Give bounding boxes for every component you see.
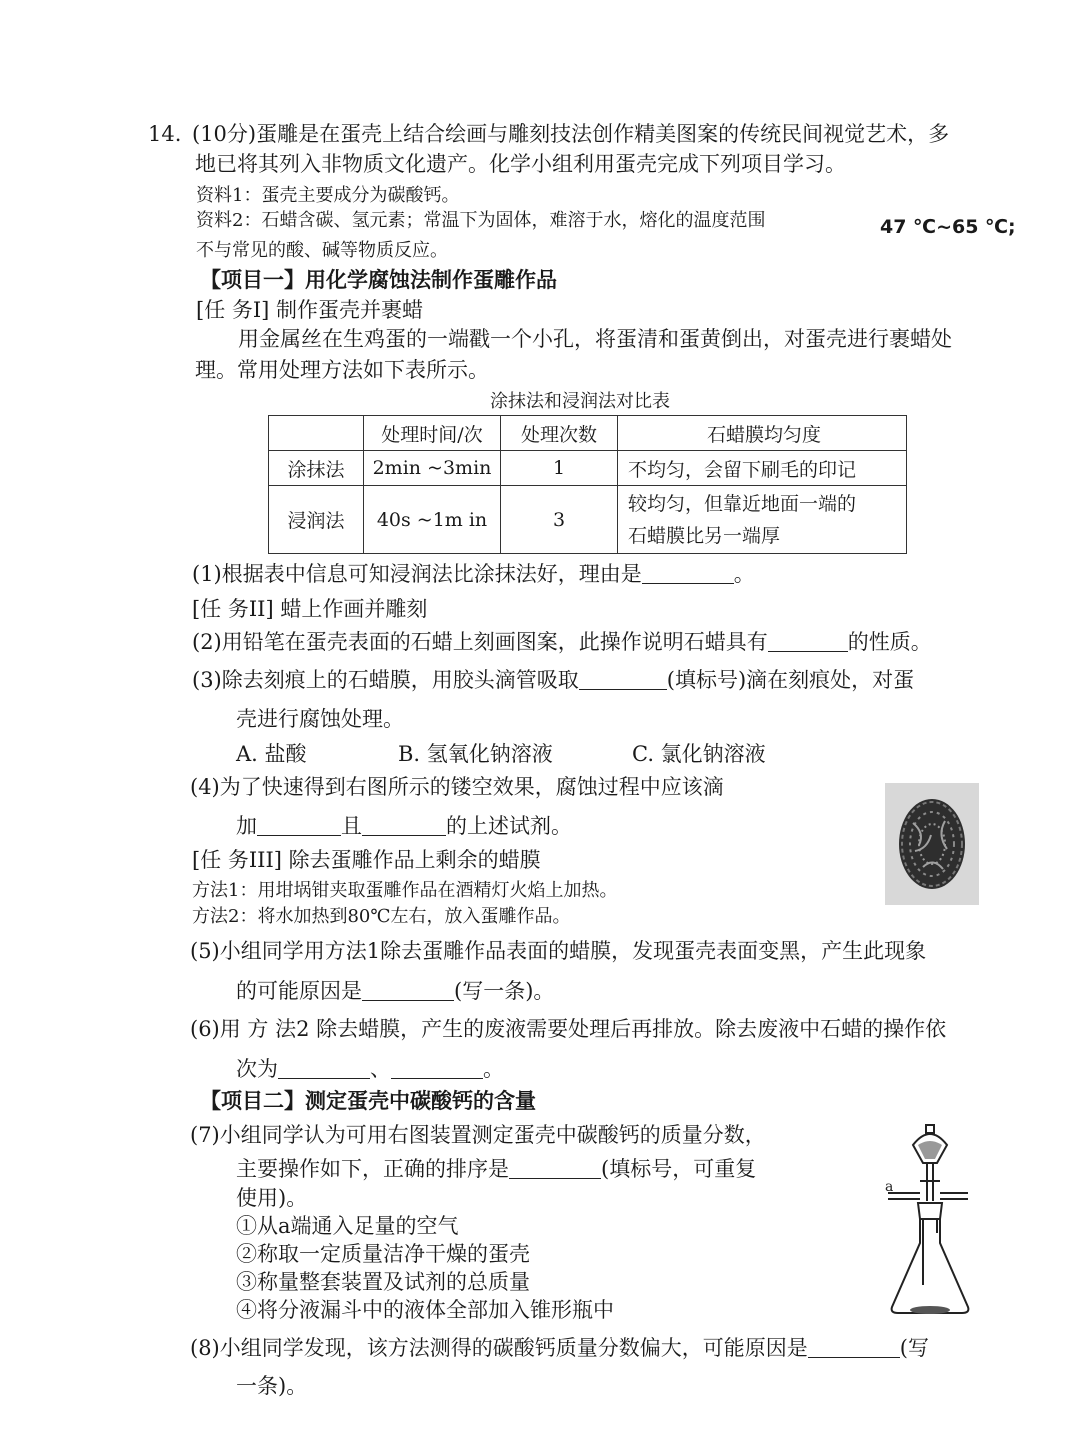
question-3 (192, 666, 914, 694)
project-1-heading: 【项目一】用化学腐蚀法制作蛋雕作品 (200, 267, 557, 292)
table-header-cell (269, 416, 364, 451)
question-5: (5)小组同学用方法1除去蛋雕作品表面的蜡膜，发现蛋壳表面变黑，产生此现象 (190, 939, 927, 963)
table-title: 涂抹法和浸润法对比表 (490, 391, 670, 412)
question-5-cont (236, 977, 554, 1005)
question-2 (192, 628, 932, 656)
question-6-text: 、 (370, 1057, 391, 1081)
question-1 (192, 560, 755, 588)
table-row (269, 486, 907, 554)
table-header-cell: 石蜡膜均匀度 (618, 416, 907, 451)
question-7-cont-2: 使用)。 (236, 1186, 308, 1210)
answer-blank[interactable] (642, 563, 734, 584)
question-3-mid: (填标号)滴在刻痕处，对蛋 (666, 668, 915, 692)
step-2: ②称取一定质量洁净干燥的蛋壳 (236, 1242, 530, 1266)
question-6-text: 次为 (236, 1057, 278, 1081)
reference-2-temperature: 47 ℃~65 ℃; (880, 216, 1016, 238)
answer-blank[interactable] (362, 980, 454, 1001)
option-c: C. 氯化钠溶液 (632, 742, 766, 766)
table-cell-time: 40s ~1m in (364, 486, 501, 554)
question-8-cont: 一条)。 (236, 1374, 308, 1398)
question-4: (4)为了快速得到右图所示的镂空效果，腐蚀过程中应该滴 (190, 775, 724, 799)
question-3-text: (3)除去刻痕上的石蜡膜，用胶头滴管吸取 (192, 668, 579, 692)
option-b: B. 氢氧化钠溶液 (398, 742, 553, 766)
step-4: ④将分液漏斗中的液体全部加入锥形瓶中 (236, 1298, 614, 1322)
table-header-cell: 处理次数 (501, 416, 618, 451)
intro-line-1: (10分)蛋雕是在蛋壳上结合绘画与雕刻技法创作精美图案的传统民间视觉艺术，多 (192, 122, 950, 146)
answer-blank[interactable] (391, 1058, 483, 1079)
table-cell-count: 3 (501, 486, 618, 554)
question-7-text: 主要操作如下，正确的排序是 (236, 1157, 509, 1181)
step-1: ①从a端通入足量的空气 (236, 1214, 459, 1238)
table-row (269, 451, 907, 486)
question-7: (7)小组同学认为可用右图装置测定蛋壳中碳酸钙的质量分数， (190, 1123, 766, 1147)
question-4-text: 且 (341, 814, 362, 838)
answer-blank[interactable] (808, 1337, 900, 1358)
question-6-cont (236, 1055, 504, 1083)
apparatus-diagram (880, 1115, 980, 1320)
intro-line-2: 地已将其列入非物质文化遗产。化学小组利用蛋壳完成下列项目学习。 (195, 152, 846, 176)
question-5-text: 的可能原因是 (236, 979, 362, 1003)
question-5-end: (写一条)。 (454, 979, 555, 1003)
question-8-text: (8)小组同学发现，该方法测得的碳酸钙质量分数偏大，可能原因是 (190, 1336, 808, 1360)
project-2-heading: 【项目二】测定蛋壳中碳酸钙的含量 (200, 1088, 536, 1113)
question-3-cont: 壳进行腐蚀处理。 (236, 707, 404, 731)
question-4-text: 的上述试剂。 (446, 814, 572, 838)
table-cell-uniformity (618, 451, 907, 486)
question-4-text: 加 (236, 814, 257, 838)
task-1-text-2: 理。常用处理方法如下表所示。 (195, 358, 489, 382)
method-2: 方法2：将水加热到80℃左右，放入蛋雕作品。 (192, 906, 571, 927)
task-2-heading: [任 务II] 蜡上作画并雕刻 (192, 597, 428, 621)
table-header-row (269, 416, 907, 451)
method-1: 方法1：用坩埚钳夹取蛋雕作品在酒精灯火焰上加热。 (192, 880, 618, 901)
comparison-table (268, 415, 907, 554)
question-8 (190, 1334, 929, 1362)
question-8-end: (写 (899, 1336, 929, 1360)
table-cell-method: 涂抹法 (269, 451, 364, 486)
question-7-text: (填标号，可重复 (601, 1157, 757, 1181)
question-6: (6)用 方 法2 除去蜡膜，产生的废液需要处理后再排放。除去废液中石蜡的操作依 (190, 1017, 947, 1041)
egg-carving-photo (885, 783, 979, 905)
table-cell-time: 2min ~3min (364, 451, 501, 486)
step-3: ③称量整套装置及试剂的总质量 (236, 1270, 530, 1294)
question-2-text: (2)用铅笔在蛋壳表面的石蜡上刻画图案，此操作说明石蜡具有 (192, 630, 768, 654)
answer-blank[interactable] (768, 631, 848, 652)
task-1-text-1: 用金属丝在生鸡蛋的一端戳一个小孔，将蛋清和蛋黄倒出，对蛋壳进行裹蜡处 (238, 327, 952, 351)
answer-blank[interactable] (362, 815, 446, 836)
question-4-cont (236, 812, 572, 840)
question-7-cont (236, 1155, 756, 1183)
task-1-heading: [任 务I] 制作蛋壳并裹蜡 (196, 298, 424, 322)
table-cell-uniformity (618, 486, 907, 554)
table-header-cell: 处理时间/次 (364, 416, 501, 451)
task-3-heading: [任 务III] 除去蛋雕作品上剩余的蜡膜 (192, 848, 541, 872)
reference-2-cont: 不与常见的酸、碱等物质反应。 (196, 240, 448, 261)
answer-blank[interactable] (278, 1058, 370, 1079)
uniformity-line: 不均匀，会留下刷毛的印记 (628, 458, 857, 481)
answer-blank[interactable] (579, 669, 667, 690)
question-2-end: 的性质。 (847, 630, 932, 654)
answer-blank[interactable] (509, 1158, 601, 1179)
uniformity-line: 较均匀，但靠近地面一端的 (628, 492, 857, 515)
option-a: A. 盐酸 (236, 742, 307, 766)
answer-blank[interactable] (257, 815, 341, 836)
reference-2: 资料2：石蜡含碳、氢元素；常温下为固体，难溶于水，熔化的温度范围 (196, 210, 766, 231)
question-1-end: 。 (733, 562, 755, 586)
question-number: 14. (148, 122, 182, 146)
question-1-text: (1)根据表中信息可知浸润法比涂抹法好，理由是 (192, 562, 642, 586)
reference-1: 资料1：蛋壳主要成分为碳酸钙。 (196, 185, 460, 206)
table-cell-method: 浸润法 (269, 486, 364, 554)
uniformity-line: 石蜡膜比另一端厚 (628, 524, 781, 547)
table-cell-count: 1 (501, 451, 618, 486)
apparatus-label-a: a (885, 1179, 894, 1195)
question-6-end: 。 (483, 1057, 504, 1081)
